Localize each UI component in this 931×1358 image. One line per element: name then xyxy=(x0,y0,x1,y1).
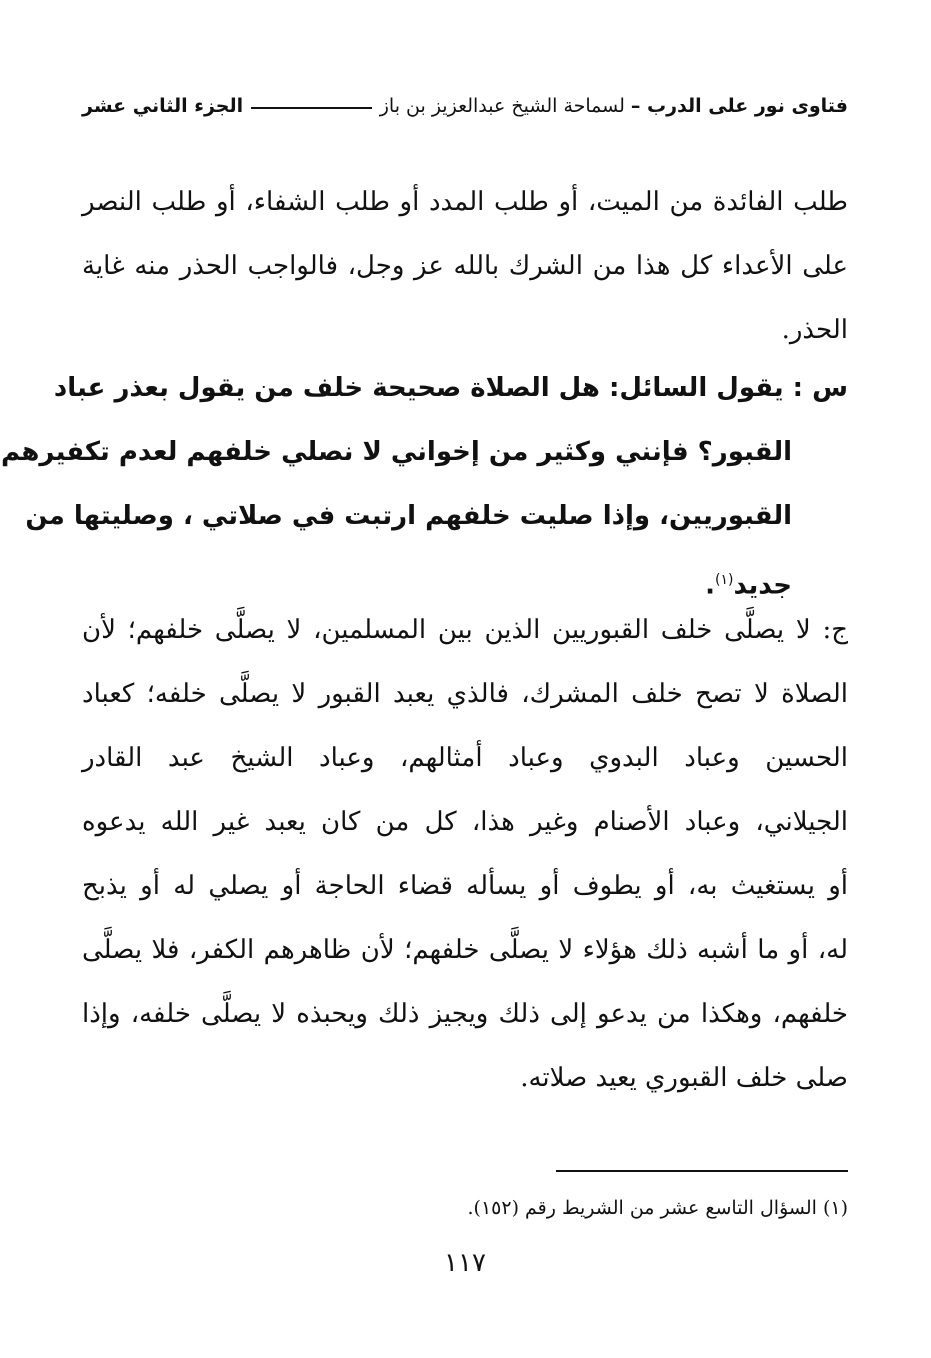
question-paragraph xyxy=(1,356,848,612)
text-line: الحذر. xyxy=(781,315,848,345)
text-line: طلب الفائدة من الميت، أو طلب المدد أو طلب الشفاء، أو طلب النصر xyxy=(82,187,848,217)
footnote-reference: (١) xyxy=(714,572,734,588)
text-line: على الأعداء كل هذا من الشرك بالله عز وجل، فالواجب الحذر منه غاية xyxy=(82,251,848,281)
answer-line: خلفهم، وهكذا من يدعو إلى ذلك ويجيز ذلك ويحبذه لا يصلَّى خلفه، وإذا xyxy=(82,999,848,1029)
intro-paragraph xyxy=(82,170,848,362)
question-line: جديد xyxy=(733,570,792,601)
running-header xyxy=(82,86,848,126)
author-name: لسماحة الشيخ عبدالعزيز بن باز xyxy=(379,95,625,117)
answer-line: الجيلاني، وعباد الأصنام وغير هذا، كل من كان يعبد غير الله يدعوه xyxy=(82,807,848,837)
answer-line: الصلاة لا تصح خلف المشرك، فالذي يعبد القبور لا يصلَّى خلفه؛ كعباد xyxy=(82,679,848,709)
answer-line: صلى خلف القبوري يعيد صلاته. xyxy=(520,1063,848,1093)
answer-line: ج: لا يصلَّى خلف القبوريين الذين بين المسلمين، لا يصلَّى خلفهم؛ لأن xyxy=(82,615,848,645)
question-line: س : يقول السائل: هل الصلاة صحيحة خلف من يقول بعذر عباد xyxy=(53,373,848,403)
page-number: ١١٧ xyxy=(444,1248,486,1278)
volume-part: الجزء الثاني عشر xyxy=(82,95,244,117)
answer-line: الحسين وعباد البدوي وعباد أمثالهم، وعباد الشيخ عبد القادر xyxy=(82,743,848,773)
question-end: . xyxy=(705,570,715,601)
answer-paragraph xyxy=(82,598,848,1110)
answer-line: أو يستغيث به، أو يطوف أو يسأله قضاء الحاجة أو يصلي له أو يذبح xyxy=(82,871,848,901)
answer-line: له، أو ما أشبه ذلك هؤلاء لا يصلَّى خلفهم؛ لأن ظاهرهم الكفر، فلا يصلَّى xyxy=(82,935,848,965)
footnote-rule xyxy=(556,1170,848,1172)
footnote: (١) السؤال التاسع عشر من الشريط رقم (١٥٢). xyxy=(467,1197,848,1219)
question-line: القبور؟ فإنني وكثير من إخواني لا نصلي خلفهم لعدم تكفيرهم xyxy=(1,437,792,467)
question-line: القبوريين، وإذا صليت خلفهم ارتبت في صلاتي ، وصليتها من xyxy=(25,501,792,531)
header-rule xyxy=(251,107,372,109)
book-title: فتاوى نور على الدرب – xyxy=(630,95,848,117)
